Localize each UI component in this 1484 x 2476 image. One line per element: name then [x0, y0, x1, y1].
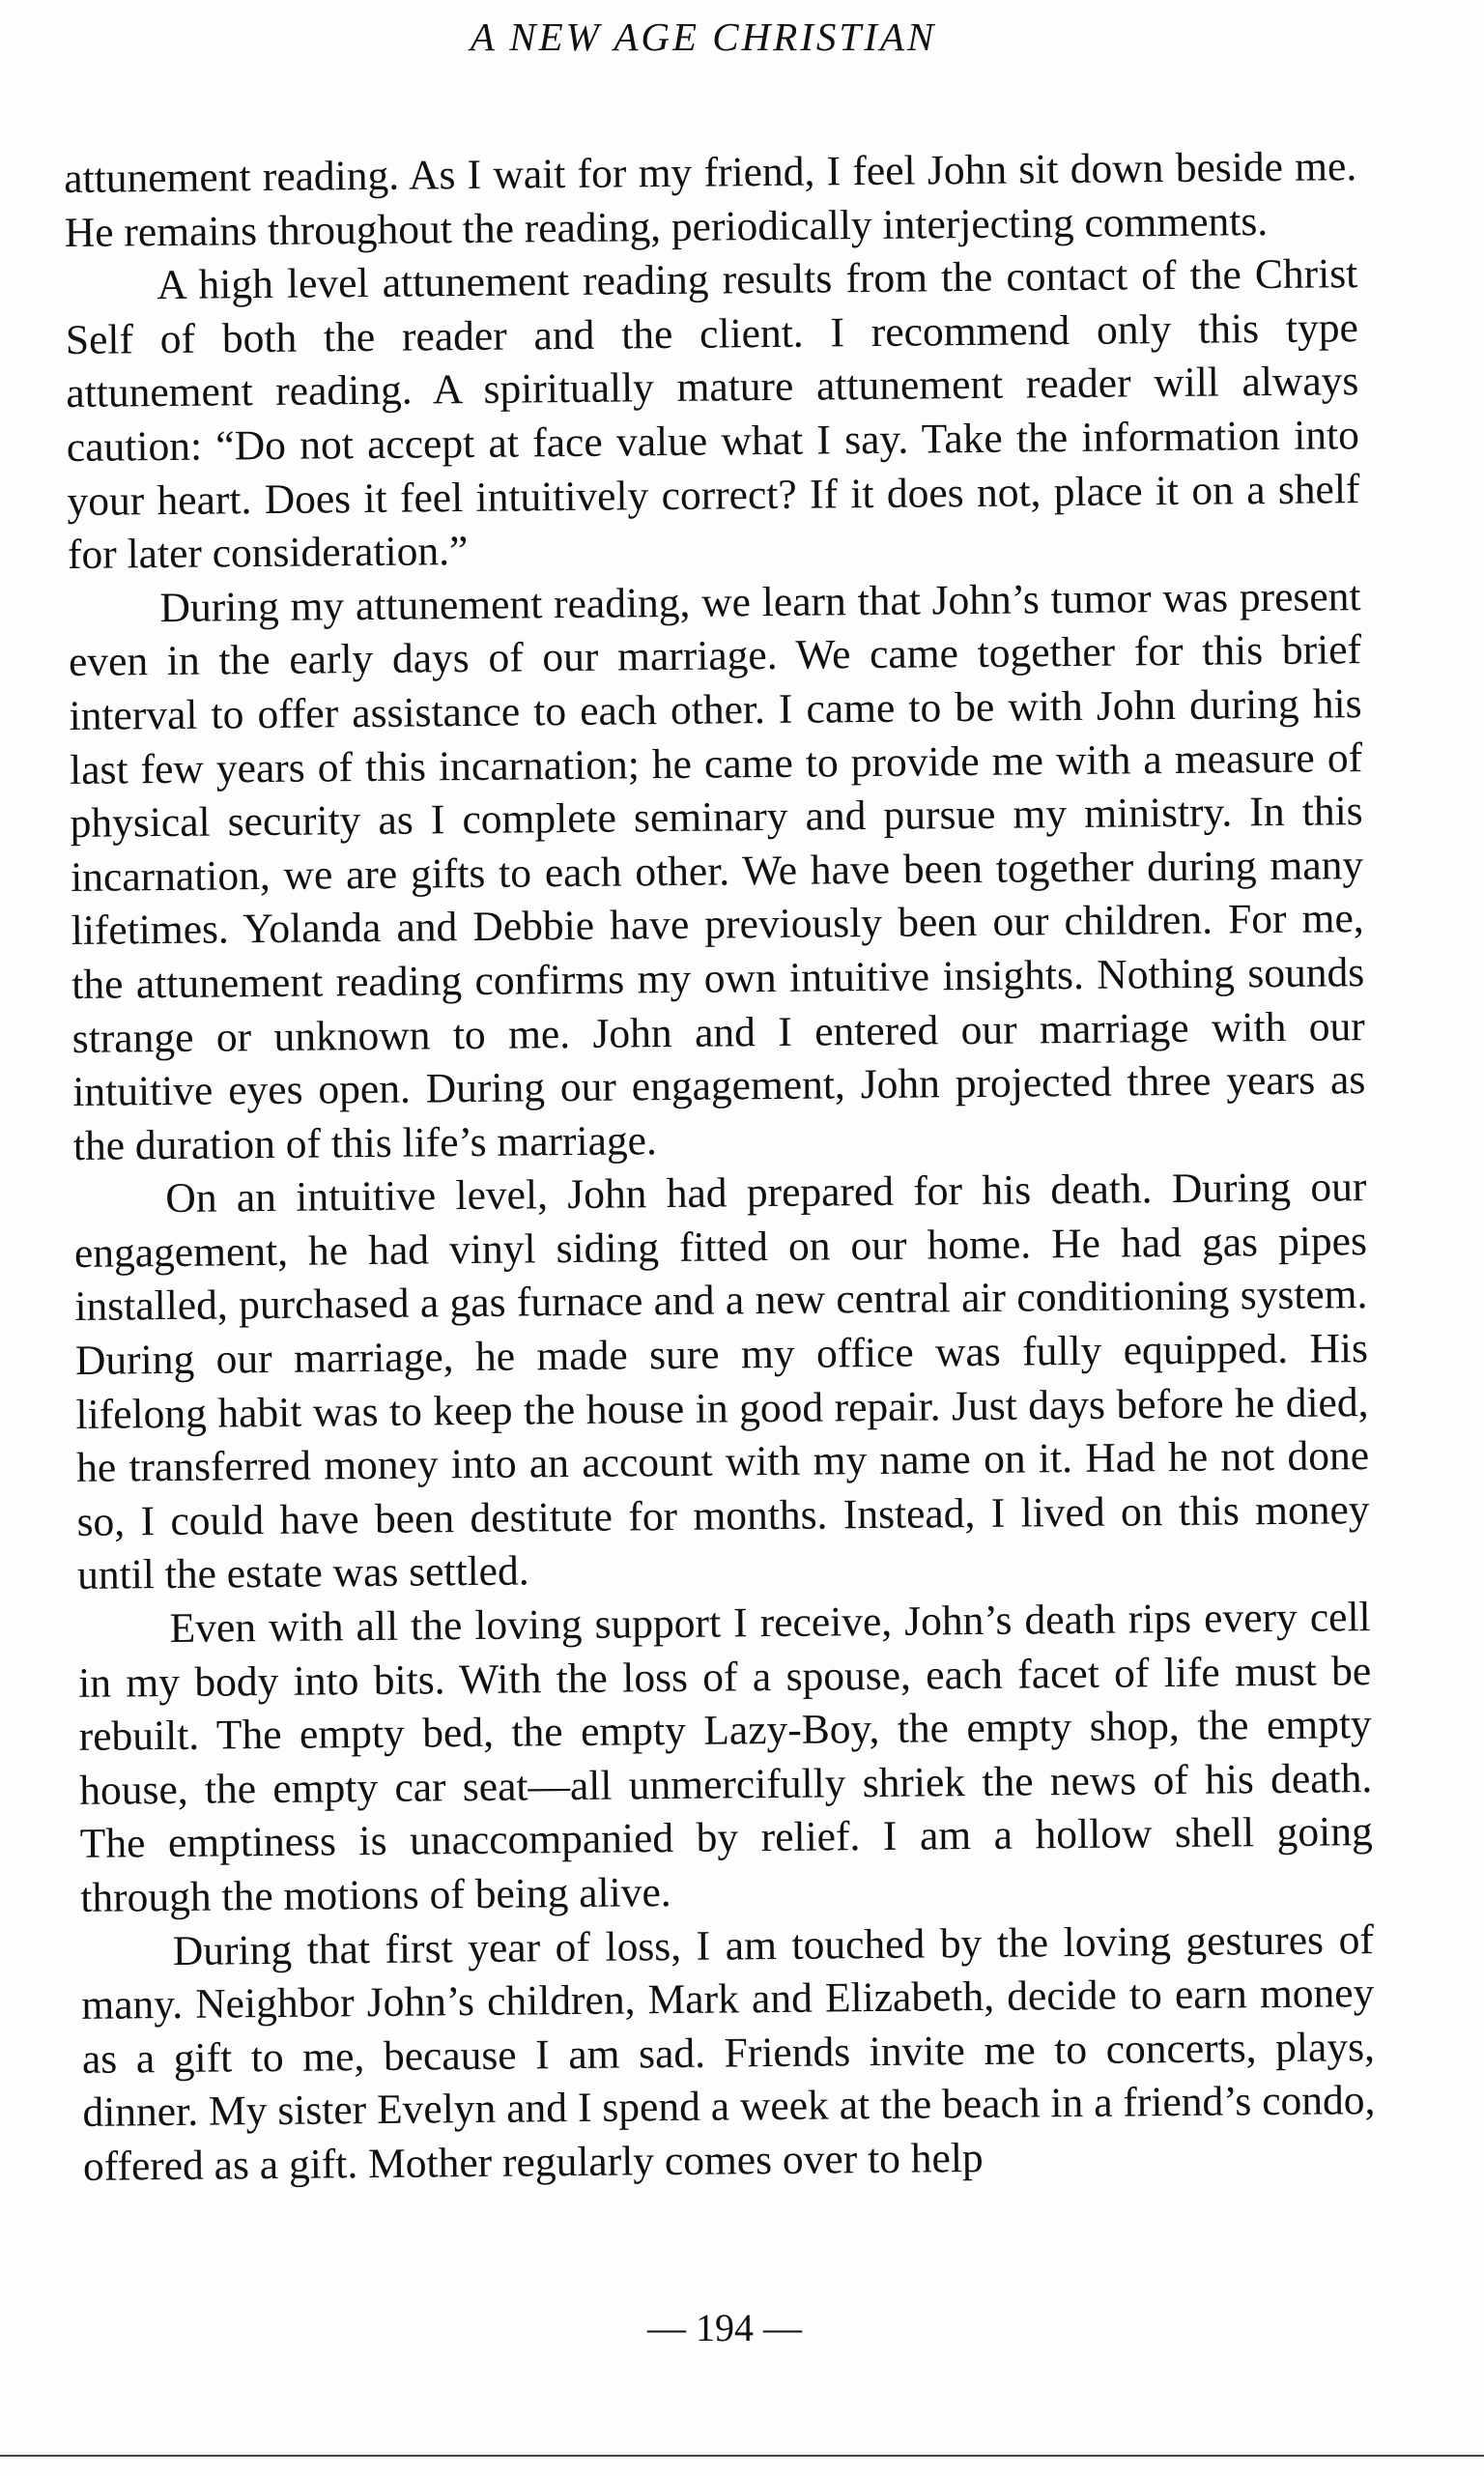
paragraph-2: A high level attunement reading results from the contact of the Christ Self of both the reader and the client. I recommend only this type attunement reading. A spiritually mature attunement reader will always caution: “Do not accept at face value what I say. Take the information into your heart. Does it feel intuitively correct? If it does not, place it on a shelf for later consideration.” [65, 250, 1360, 579]
bottom-divider [0, 2455, 1484, 2457]
running-head-title: A NEW AGE CHRISTIAN [470, 14, 937, 59]
paragraph-6: During that first year of loss, I am touched by the loving gestures of many. Neighbor John’s children, Mark and Elizabeth, decide to earn money as a gift to me, because I am sad. Friends invite me to concerts, plays, dinner. My sister Evelyn and I spend a week at the beach in a friend’s condo, offered as a gift. Mother regularly comes over to help [81, 1915, 1376, 2190]
paragraph-1: attunement reading. As I wait for my friend, I feel John sit down beside me. He remains throughout the reading, periodically interjecting comments. [64, 143, 1357, 256]
body-text [64, 140, 1376, 2194]
page-number: — 194 — [647, 2306, 802, 2349]
paragraph-4: On an intuitive level, John had prepared for his death. During our engagement, he had vinyl siding fitted on our home. He had gas pipes installed, purchased a gas furnace and a new central air conditioning system. During our marriage, he made sure my office was fully equipped. His lifelong habit was to keep the house in good repair. Just days before he died, he transferred money into an account with my name on it. Had he not done so, I could have been destitute for months. Instead, I lived on this money until the estate was settled. [73, 1164, 1370, 1599]
paragraph-5: Even with all the loving support I receive, John’s death rips every cell in my body into bits. With the loss of a spouse, each facet of life must be rebuilt. The empty bed, the empty Lazy-Boy, the empty shop, the empty house, the empty car seat—all unmercifully shriek the news of his death. The emptiness is unaccompanied by relief. I am a hollow shell going through the motions of being alive. [77, 1594, 1373, 1921]
paragraph-3: During my attunement reading, we learn that John’s tumor was present even in the early days of our marriage. We came together for this brief interval to offer assistance to each other. I came to be with John during his last few years of this incarnation; he came to provide me with a measure of physical security as I complete seminary and pursue my ministry. In this incarnation, we are gifts to each other. We have been together during many lifetimes. Yolanda and Debbie have previously been our children. For me, the attunement reading confirms my own intuitive insights. Nothing sounds strange or unknown to me. John and I entered our marriage with our intuitive eyes open. During our engagement, John projected three years as the duration of this life’s marriage. [68, 572, 1366, 1169]
